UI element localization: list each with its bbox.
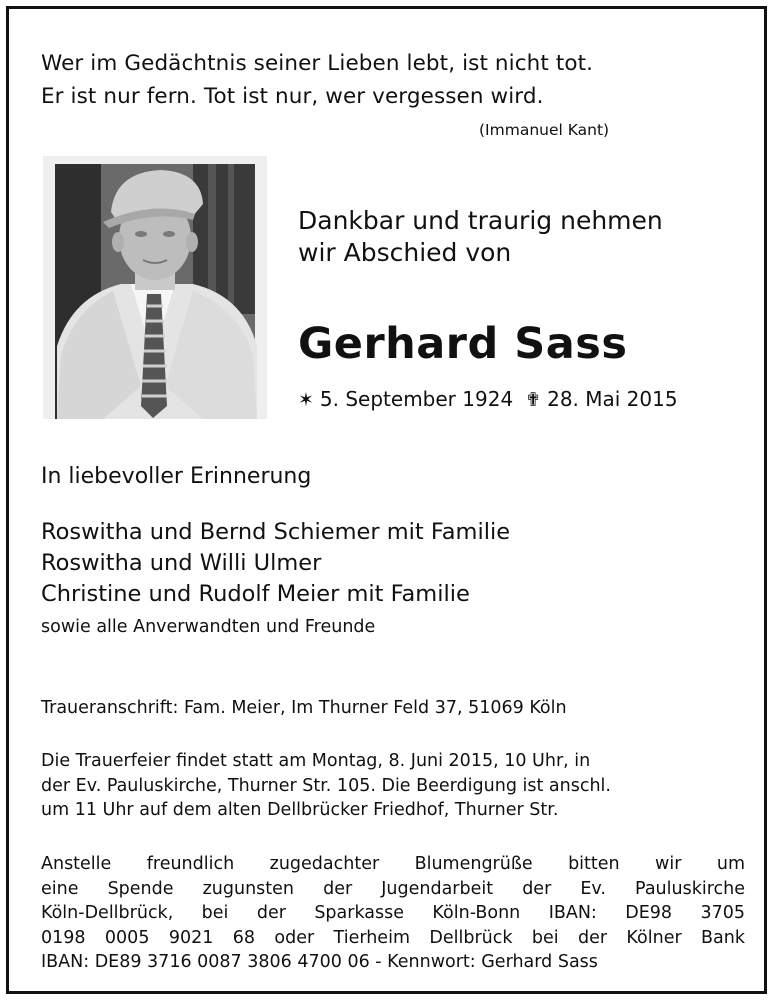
- quote: [41, 47, 681, 113]
- life-dates: [298, 387, 678, 411]
- death-date: 28. Mai 2015: [547, 387, 678, 411]
- deceased-name: Gerhard Sass: [298, 319, 628, 369]
- portrait-image: [43, 156, 267, 419]
- obituary-notice: [6, 6, 767, 994]
- birth-star-icon: ✶: [298, 389, 314, 411]
- donation-info: [41, 852, 745, 975]
- quote-line: Er ist nur fern. Tot ist nur, wer vergessen wird.: [41, 84, 544, 109]
- relatives-line: sowie alle Anverwandten und Freunde: [41, 617, 376, 637]
- portrait-photo: [43, 156, 267, 419]
- mourning-address: Traueranschrift: Fam. Meier, Im Thurner Feld 37, 51069 Köln: [41, 698, 567, 718]
- quote-line: Wer im Gedächtnis seiner Lieben lebt, ist nicht tot.: [41, 51, 594, 76]
- funeral-line: Die Trauerfeier findet statt am Montag, 8. Juni 2015, 10 Uhr, in: [41, 751, 591, 771]
- family-member: Roswitha und Bernd Schiemer mit Familie: [41, 519, 511, 545]
- family-member: Roswitha und Willi Ulmer: [41, 550, 322, 576]
- quote-attribution: (Immanuel Kant): [479, 121, 610, 139]
- family-member: Christine und Rudolf Meier mit Familie: [41, 581, 470, 607]
- funeral-line: der Ev. Pauluskirche, Thurner Str. 105. Die Beerdigung ist anschl.: [41, 775, 611, 796]
- donation-line: 0198 0005 9021 68 oder Tierheim Dellbrück bei der Kölner Bank: [41, 927, 745, 948]
- donation-line: IBAN: DE89 3716 0087 3806 4700 06 - Kennwort: Gerhard Sass: [41, 952, 598, 972]
- funeral-info: [41, 749, 746, 823]
- birth-date: 5. September 1924: [319, 387, 514, 411]
- family-list: [41, 517, 510, 610]
- death-cross-icon: ✟: [525, 389, 542, 411]
- memory-line: In liebevoller Erinnerung: [41, 464, 312, 489]
- donation-line: eine Spende zugunsten der Jugendarbeit der Ev. Pauluskirche: [41, 878, 745, 899]
- donation-line: Köln-Dellbrück, bei der Sparkasse Köln-Bonn IBAN: DE98 3705: [41, 903, 745, 923]
- intro-line: Dankbar und traurig nehmen: [298, 206, 663, 235]
- farewell-intro: [298, 205, 663, 269]
- donation-line: Anstelle freundlich zugedachter Blumengrüße bitten wir um: [41, 854, 745, 874]
- funeral-line: um 11 Uhr auf dem alten Dellbrücker Friedhof, Thurner Str.: [41, 800, 559, 820]
- intro-line: wir Abschied von: [298, 238, 512, 267]
